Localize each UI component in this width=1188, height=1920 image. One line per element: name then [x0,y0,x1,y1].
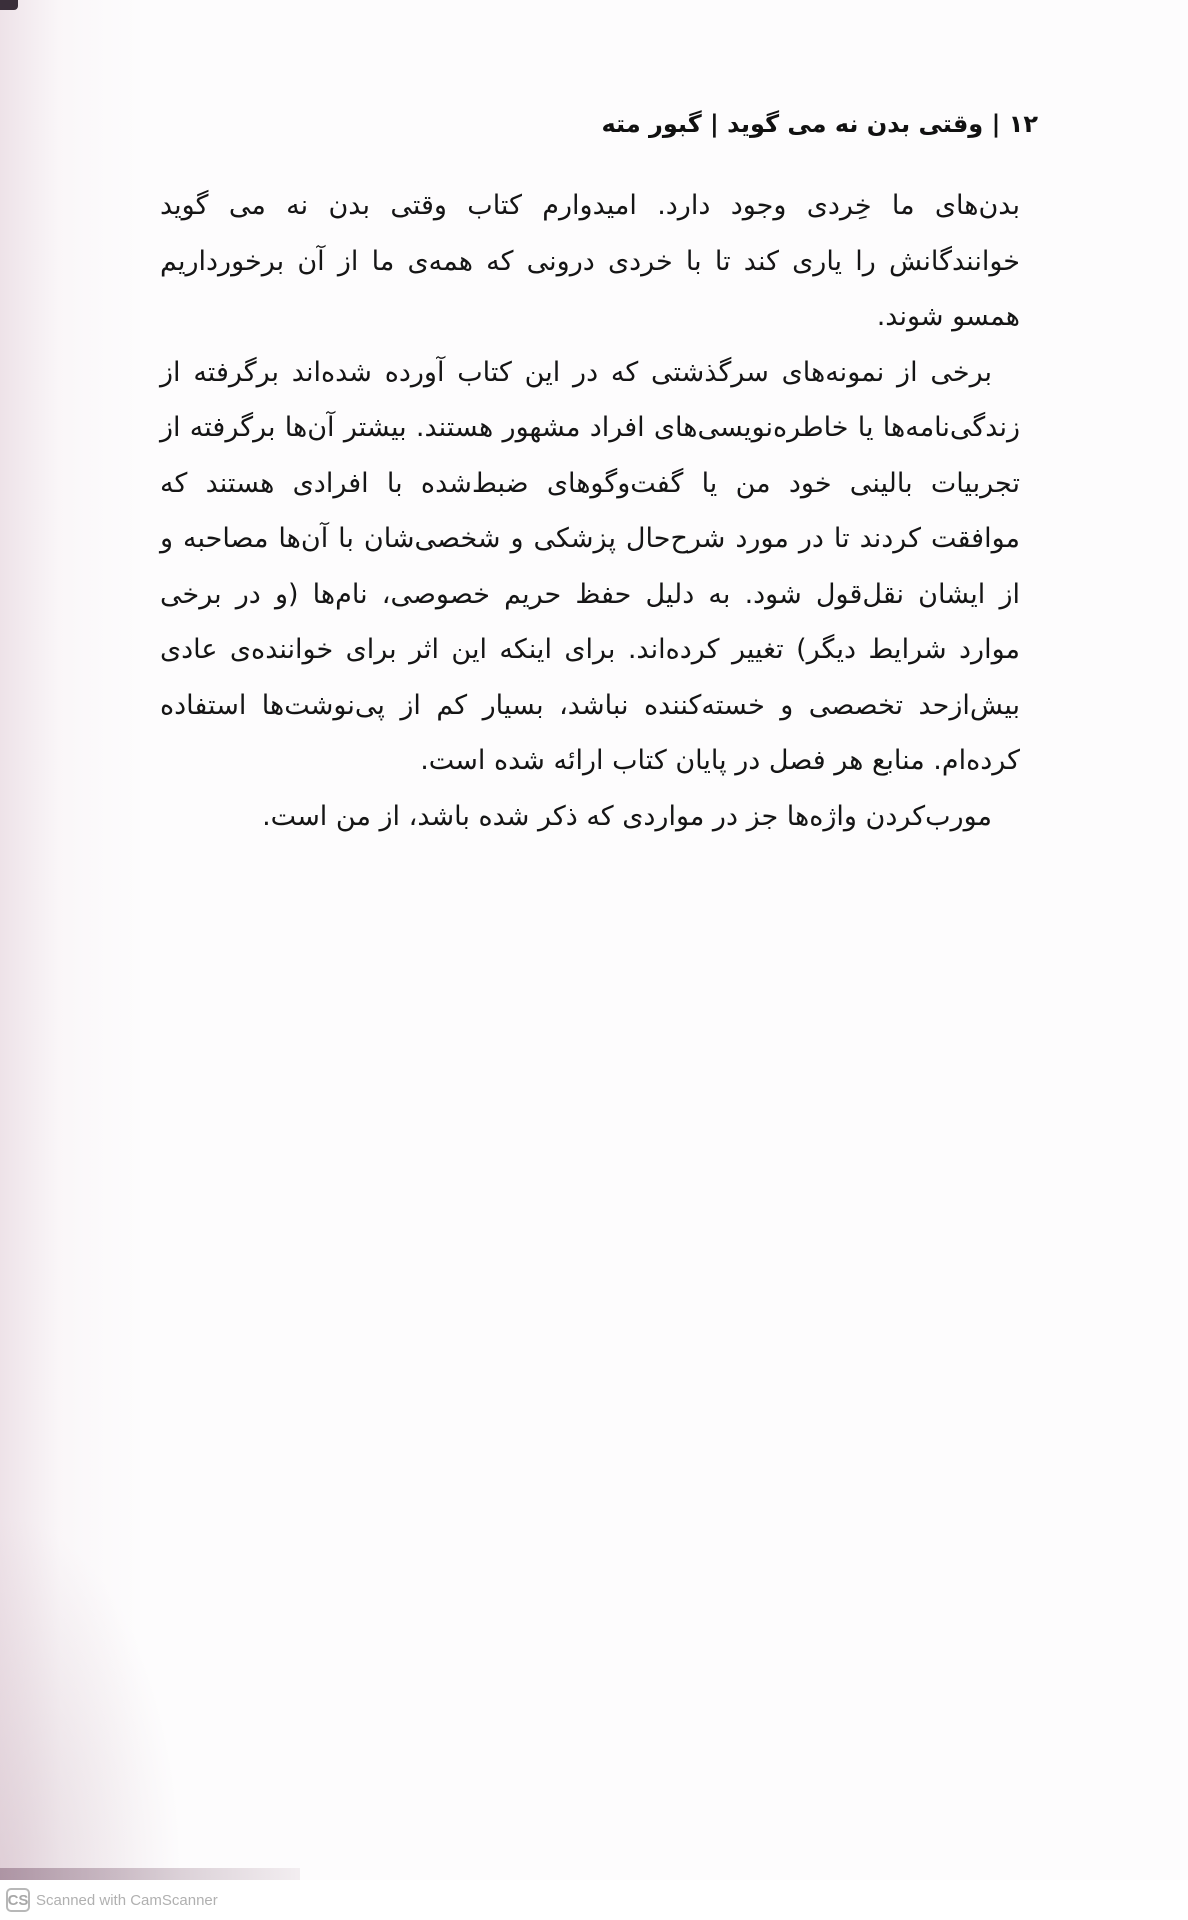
camscanner-logo-icon: CS [6,1888,30,1912]
body-text [160,178,1020,844]
camscanner-watermark: Scanned with CamScanner [36,1891,218,1909]
running-head: ۱۲ | وقتی بدن نه می گوید | گبور مته [601,110,1038,138]
paragraph-1: بدن‌های ما خِردی وجود دارد. امیدوارم کتاب وقتی بدن نه می گوید خوانندگانش را یاری کند تا با خردی درونی که همه‌ی ما از آن برخورداریم همسو شوند. [160,190,1020,332]
camscanner-footer [0,1880,1188,1920]
paragraph-3: مورب‌کردن واژه‌ها جز در مواردی که ذکر شده باشد، از من است. [262,800,992,832]
page-edge-mark [0,0,18,10]
paragraph-2: برخی از نمونه‌های سرگذشتی که در این کتاب آورده شده‌اند برگرفته از زندگی‌نامه‌ها یا خاطره‌نویسی‌های افراد مشهور هستند. بیشتر آن‌ها برگرفته از تجربیات بالینی خود من یا گفت‌وگوهای ضبط‌شده با افرادی هستند که موافقت کردند تا در مورد شرح‌حال پزشکی و شخصی‌شان با آن‌ها مصاحبه و از ایشان نقل‌قول شود. به دلیل حفظ حریم خصوصی، نام‌ها (و در برخی موارد شرایط دیگر) تغییر کرده‌اند. برای اینکه این اثر برای خواننده‌ی عادی بیش‌ازحد تخصصی و خسته‌کننده نباشد، بسیار کم از پی‌نوشت‌ها استفاده کرده‌ام. منابع هر فصل در پایان کتاب ارائه شده است. [160,356,1020,776]
page-bottom-edge [0,1868,300,1880]
